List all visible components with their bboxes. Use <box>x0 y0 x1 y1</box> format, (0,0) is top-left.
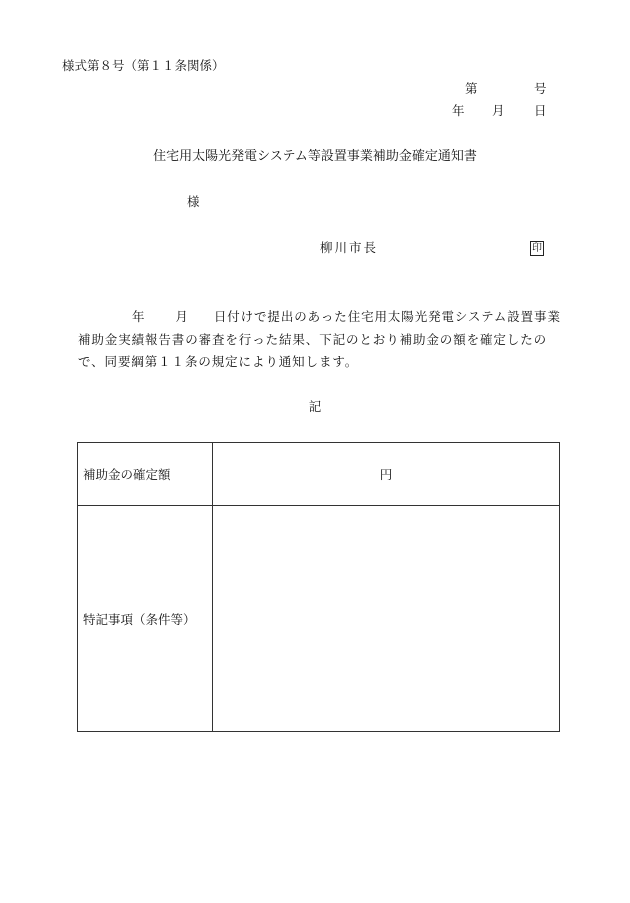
table-row <box>78 506 560 732</box>
body-paragraph <box>78 306 562 374</box>
remarks-value <box>213 506 560 732</box>
amount-value: 円 <box>213 443 560 506</box>
document-number-dai: 第 <box>465 81 478 96</box>
body-month-label: 月 <box>175 309 189 324</box>
date-year-label: 年 <box>452 103 465 118</box>
date-month-label: 月 <box>492 103 505 118</box>
document-title: 住宅用太陽光発電システム等設置事業補助金確定通知書 <box>153 149 477 164</box>
form-number: 様式第８号（第１１条関係） <box>62 58 225 73</box>
body-year-label: 年 <box>132 309 146 324</box>
date-day-label: 日 <box>534 103 547 118</box>
body-text: 日付けで提出のあった住宅用太陽光発電システム設置事業補助金実績報告書の審査を行った結果、下記のとおり補助金の額を確定したので、同要綱第１１条の規定により通知します。 <box>78 309 561 369</box>
amount-label: 補助金の確定額 <box>78 443 213 506</box>
seal-mark: 印 <box>532 243 542 254</box>
record-table <box>77 442 560 732</box>
issuer-name: 柳川市長 <box>320 240 379 255</box>
ki-heading: 記 <box>308 399 322 414</box>
document-number-go: 号 <box>534 81 547 96</box>
table-row <box>78 443 560 506</box>
remarks-label: 特記事項（条件等） <box>78 506 213 732</box>
addressee-suffix: 様 <box>187 194 200 209</box>
